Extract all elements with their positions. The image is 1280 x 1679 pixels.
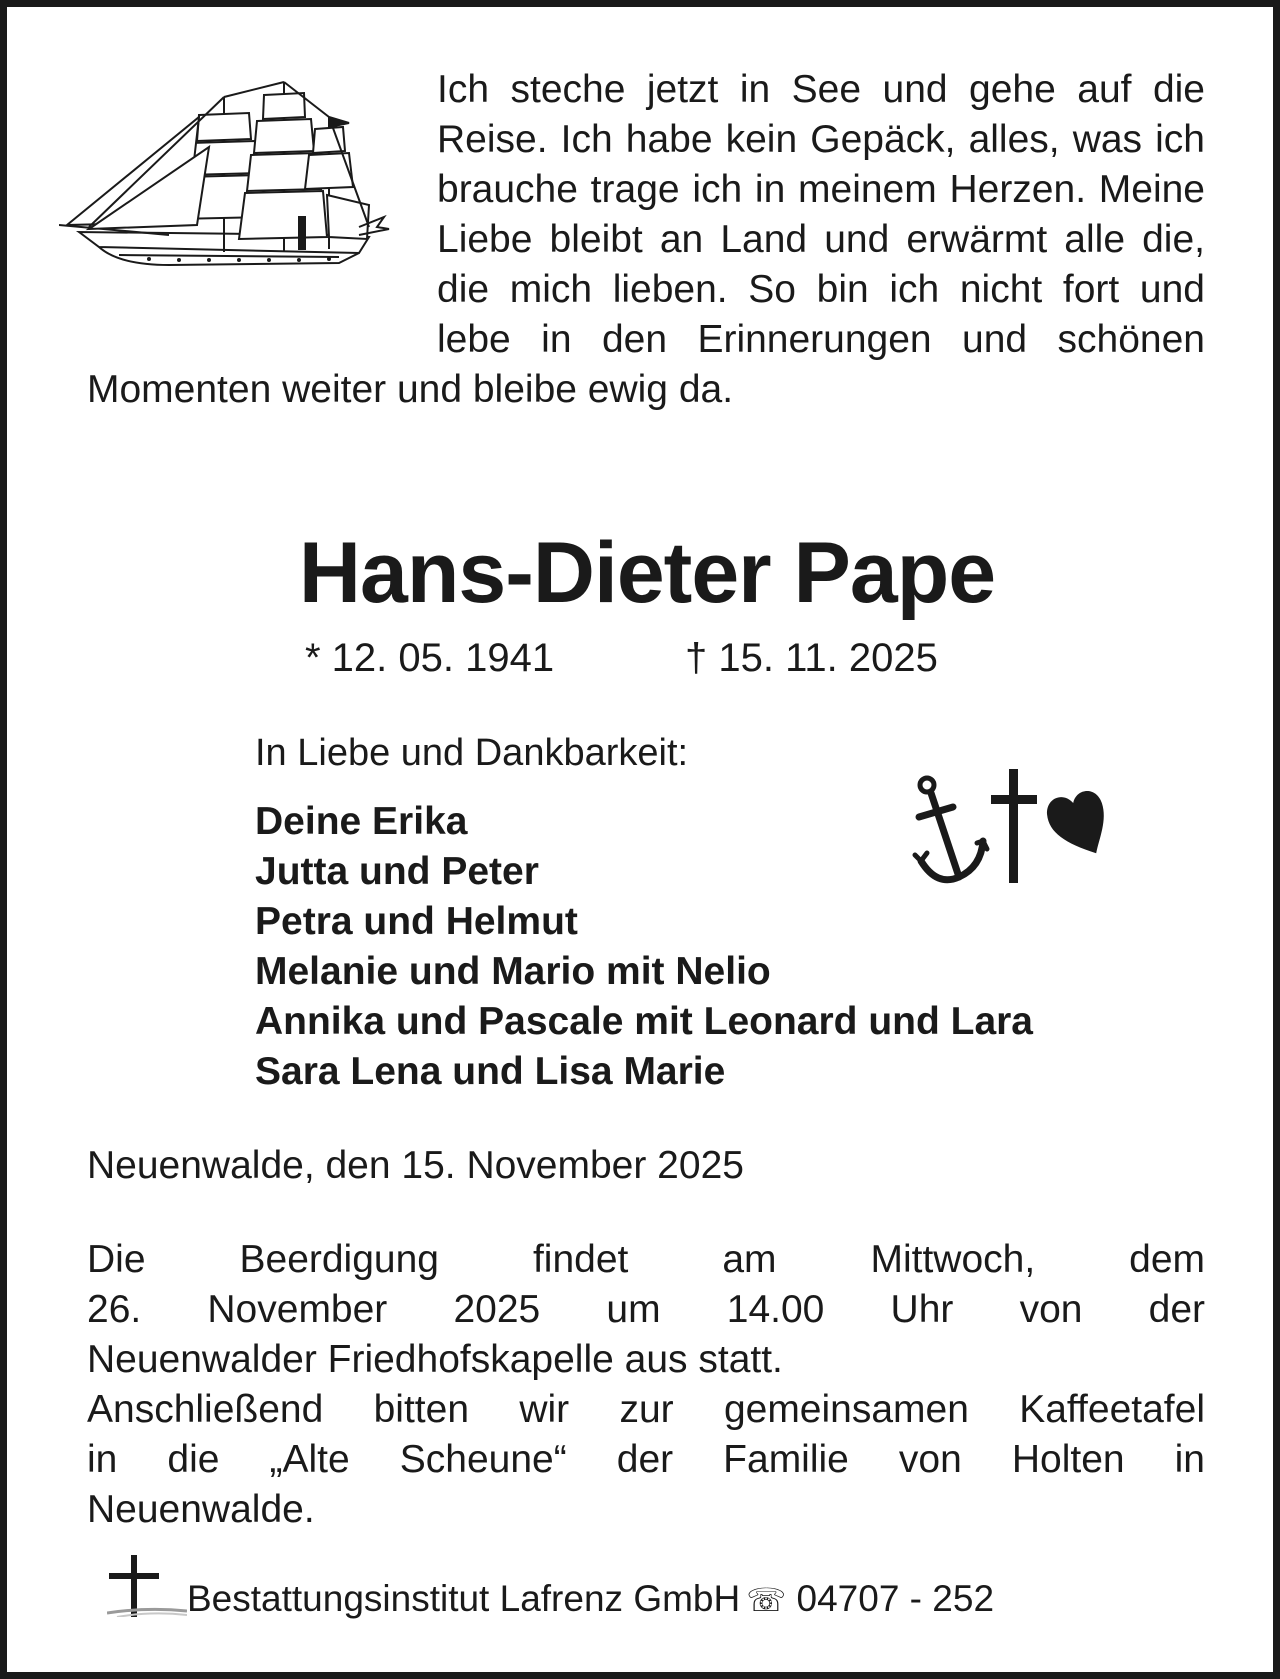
phone-icon: ☏	[746, 1582, 787, 1618]
gratitude-line: In Liebe und Dankbarkeit:	[255, 732, 689, 774]
funeral-line: 26. November 2025 um 14.00 Uhr von der	[87, 1288, 1205, 1331]
birth-date: * 12. 05. 1941	[305, 636, 555, 680]
mourner-item: Annika und Pascale mit Leonard und Lara	[255, 1000, 1034, 1043]
funeral-home-name: Bestattungsinstitut Lafrenz GmbH	[187, 1578, 741, 1619]
mourner-item: Jutta und Peter	[255, 850, 539, 893]
mourner-item: Melanie und Mario mit Nelio	[255, 950, 771, 993]
funeral-line: Anschließend bitten wir zur gemeinsamen Kaffeetafel	[87, 1388, 1205, 1431]
funeral-line: Neuenwalde.	[87, 1488, 315, 1531]
funeral-line: Die Beerdigung findet am Mittwoch, dem	[87, 1238, 1205, 1281]
cross-icon	[107, 1555, 187, 1617]
place-and-date: Neuenwalde, den 15. November 2025	[87, 1144, 744, 1187]
anchor-cross-heart-icon	[907, 769, 1125, 899]
deceased-name: Hans-Dieter Pape	[298, 525, 996, 621]
mourner-item: Petra und Helmut	[255, 900, 578, 943]
death-date: † 15. 11. 2025	[685, 636, 938, 680]
mourner-item: Sara Lena und Lisa Marie	[255, 1050, 726, 1093]
funeral-info	[87, 1235, 1205, 1535]
phone-number: 04707 - 252	[796, 1578, 995, 1619]
funeral-home-footer	[107, 1547, 1207, 1617]
poem-text	[87, 65, 1205, 415]
funeral-line: in die „Alte Scheune“ der Familie von Holten in	[87, 1438, 1205, 1481]
funeral-line: Neuenwalder Friedhofskapelle aus statt.	[87, 1338, 783, 1381]
poem-body: Ich steche jetzt in See und gehe auf die Reise. Ich habe kein Gepäck, alles, was ich brauche trage ich in meinem Herzen. Meine Liebe bleibt an Land und erwärmt alle die, die mich lieben. So bin ich nicht fort und lebe in den Erinnerungen und schönen Momenten weiter und bleibe ewig da.	[87, 68, 1205, 411]
mourner-item: Deine Erika	[255, 800, 468, 843]
footer-text	[187, 1577, 994, 1622]
